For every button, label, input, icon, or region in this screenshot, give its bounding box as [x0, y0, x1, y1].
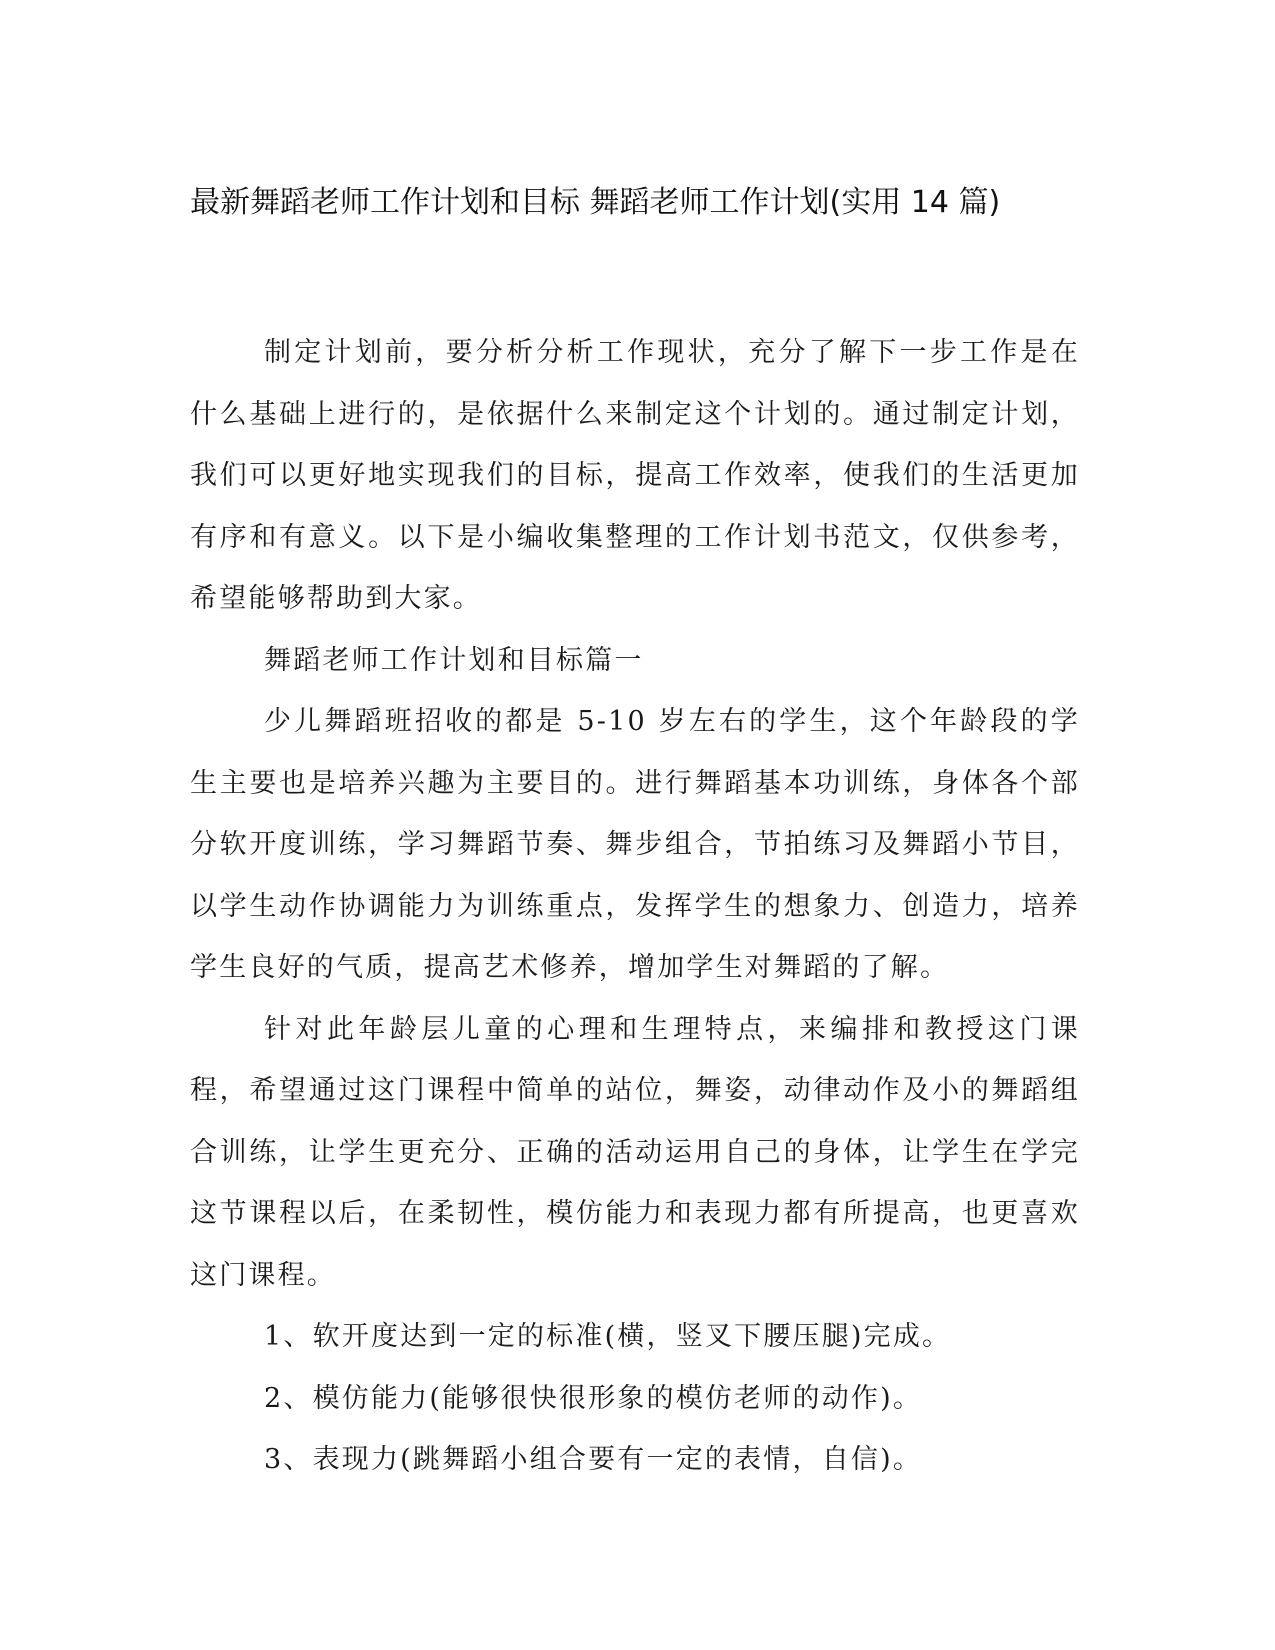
document-body	[190, 322, 1080, 1491]
document-title: 最新舞蹈老师工作计划和目标 舞蹈老师工作计划(实用 14 篇)	[190, 185, 1001, 220]
paragraph-overview: 少儿舞蹈班招收的都是 5-10 岁左右的学生，这个年龄段的学生主要也是培养兴趣为主要目的。进行舞蹈基本功训练，身体各个部分软开度训练，学习舞蹈节奏、舞步组合，节拍练习及舞蹈小节目，以学生动作协调能力为训练重点，发挥学生的想象力、创造力，培养学生良好的气质，提高艺术修养，增加学生对舞蹈的了解。	[190, 706, 1080, 983]
list-item: 3、表现力(跳舞蹈小组合要有一定的表情，自信)。	[264, 1444, 923, 1475]
section-heading: 舞蹈老师工作计划和目标篇一	[264, 644, 644, 676]
list-item: 2、模仿能力(能够很快很形象的模仿老师的动作)。	[264, 1382, 923, 1414]
paragraph-intro: 制定计划前，要分析分析工作现状，充分了解下一步工作是在什么基础上进行的，是依据什么来制定这个计划的。通过制定计划，我们可以更好地实现我们的目标，提高工作效率，使我们的生活更加有序和有意义。以下是小编收集整理的工作计划书范文，仅供参考，希望能够帮助到大家。	[190, 337, 1080, 614]
paragraph-course: 针对此年龄层儿童的心理和生理特点，来编排和教授这门课程，希望通过这门课程中简单的站位，舞姿，动律动作及小的舞蹈组合训练，让学生更充分、正确的活动运用自己的身体，让学生在学完这节课程以后，在柔韧性，模仿能力和表现力都有所提高，也更喜欢这门课程。	[190, 1013, 1080, 1291]
list-item: 1、软开度达到一定的标准(横，竖叉下腰压腿)完成。	[264, 1321, 952, 1352]
